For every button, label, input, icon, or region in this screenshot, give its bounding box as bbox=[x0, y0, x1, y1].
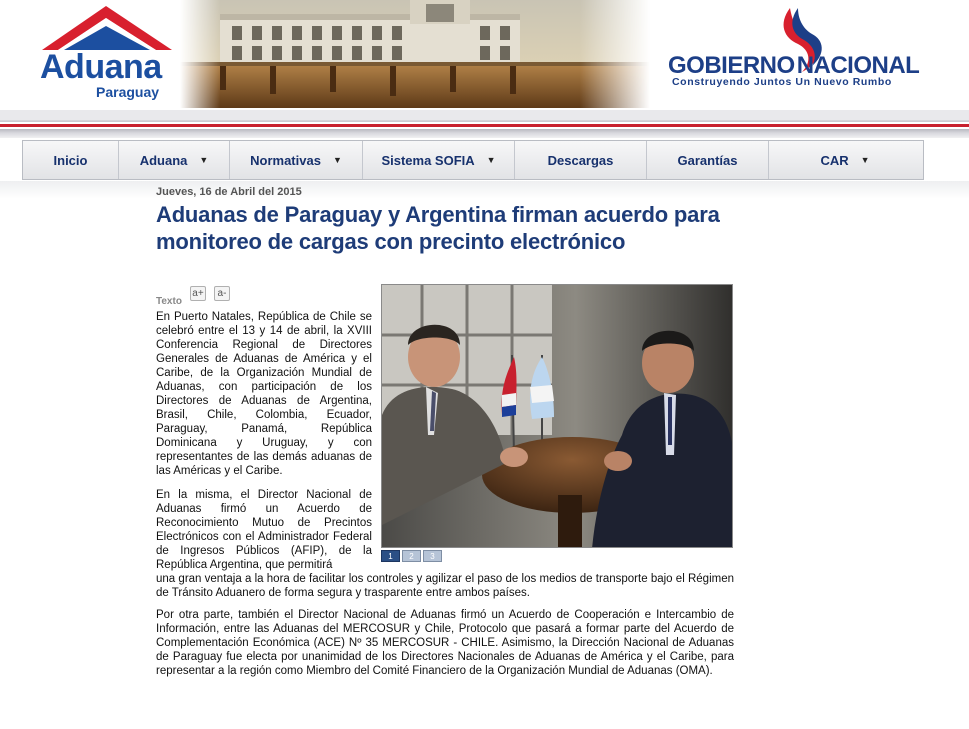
nav-item-label: Aduana bbox=[139, 152, 188, 168]
slide-dot-2[interactable]: 2 bbox=[402, 550, 421, 562]
article-paragraph-2-continued: una gran ventaja a la hora de facilitar los controles y agilizar el paso de los medios de transporte bajo el Régimen de Tránsito Aduanero de forma segura y trasparente entre ambos países. bbox=[156, 573, 734, 599]
nav-item-label: Normativas bbox=[250, 152, 321, 168]
gobierno-nacional-logo[interactable] bbox=[668, 4, 928, 104]
article-photo[interactable] bbox=[381, 284, 733, 548]
aduana-logo[interactable] bbox=[34, 4, 184, 104]
gov-subtitle: Construyendo Juntos Un Nuevo Rumbo bbox=[672, 76, 892, 88]
text-size-label: Texto bbox=[156, 296, 182, 307]
gov-title-b: NACIONAL bbox=[796, 52, 920, 79]
nav-item-label: Sistema SOFIA bbox=[381, 152, 475, 168]
nav-shadow bbox=[0, 181, 969, 199]
slideshow-pager bbox=[381, 550, 442, 562]
main-nav bbox=[22, 140, 924, 180]
nav-item-label: Inicio bbox=[53, 152, 88, 168]
nav-item-label: CAR bbox=[820, 152, 849, 168]
article-paragraph-2: En la misma, el Director Nacional de Aduanas firmó un Acuerdo de Reconocimiento Mutuo de Precintos Electrónicos con el Administrador Federal de Ingresos Públicos (AFIP), de la República Argentina, que permitirá bbox=[156, 489, 372, 571]
nav-item-label: Descargas bbox=[547, 152, 614, 168]
chevron-down-icon: ▼ bbox=[199, 155, 209, 165]
slide-dot-1[interactable]: 1 bbox=[381, 550, 400, 562]
chevron-down-icon: ▼ bbox=[860, 155, 870, 165]
nav-item-aduana[interactable] bbox=[119, 141, 230, 179]
slide-dot-3[interactable]: 3 bbox=[423, 550, 442, 562]
article-paragraph-1: En Puerto Natales, República de Chile se celebró entre el 13 y 14 de abril, la XVIII Conferencia Regional de Directores Generales de Aduanas de América y el Caribe, de la Organización Mundial de Aduanas, con participación de los Directores de Aduanas de Argentina, Brasil, Chile, Colombia, Ecuador, Paraguay, Panamá, República Dominicana y Uruguay, y con representantes de las demás aduanas de las Américas y el Caribe. bbox=[156, 311, 372, 477]
header-banner-photo bbox=[180, 0, 650, 108]
logo-subtitle: Paraguay bbox=[96, 84, 160, 100]
font-decrease-button[interactable]: a- bbox=[214, 286, 230, 301]
nav-item-label: Garantías bbox=[677, 152, 738, 168]
gov-title-a: GOBIERNO bbox=[668, 52, 795, 79]
nav-item-descargas[interactable] bbox=[515, 141, 647, 179]
nav-item-inicio[interactable] bbox=[23, 141, 119, 179]
chevron-down-icon: ▼ bbox=[332, 155, 342, 165]
site-header bbox=[0, 0, 969, 110]
article-title: Aduanas de Paraguay y Argentina firman acuerdo para monitoreo de cargas con precinto electrónico bbox=[156, 202, 720, 254]
logo-wordmark: Aduana bbox=[40, 48, 162, 86]
header-stripes bbox=[0, 110, 969, 138]
nav-item-car[interactable] bbox=[769, 141, 921, 179]
font-increase-button[interactable]: a+ bbox=[190, 286, 206, 301]
chevron-down-icon: ▼ bbox=[486, 155, 496, 165]
article-paragraph-3: Por otra parte, también el Director Nacional de Aduanas firmó un Acuerdo de Cooperación e Intercambio de Información, entre las Aduanas del MERCOSUR y Chile, Protocolo que pasará a formar parte del Acuerdo de Complementación Económica (ACE) Nº 35 MERCOSUR - CHILE. Asimismo, la Dirección Nacional de Aduanas de Paraguay fue electa por unanimidad de los Directores Nacionales de Aduanas de América y el Caribe, para representar a la región como Miembro del Comité Financiero de la Organización Mundial de Aduanas (OMA). bbox=[156, 609, 734, 677]
nav-item-sistema-sofia[interactable] bbox=[363, 141, 515, 179]
article-date: Jueves, 16 de Abril del 2015 bbox=[156, 186, 302, 198]
nav-item-normativas[interactable] bbox=[230, 141, 363, 179]
nav-item-garant-as[interactable] bbox=[647, 141, 769, 179]
